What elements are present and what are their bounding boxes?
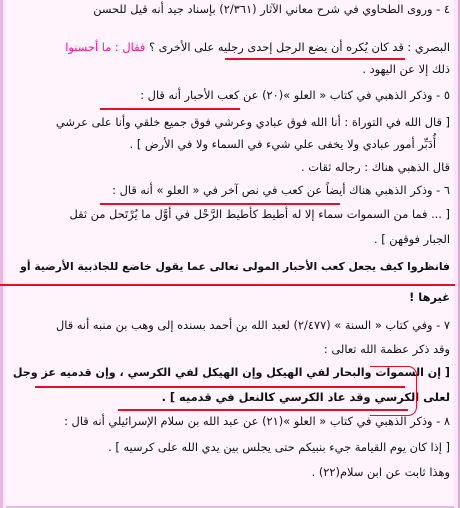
text-page xyxy=(6,0,454,508)
text-line-3: ذلك إلا عن اليهود . xyxy=(362,62,450,76)
text-line-16: لعلى الكرسي وقد عاد الكرسي كالنعل في قدميه ] . xyxy=(161,390,450,404)
text-line-14: وقد ذكر عظمة الله تعالى : xyxy=(323,342,450,356)
underline-line-4 xyxy=(100,108,240,110)
text-line-2 xyxy=(65,40,450,54)
text-line-1: ٤ - وروى الطحاوي في شرح معاني الآثار (٢/٣٦١) بإسناد جيد أنه قيل للحسن xyxy=(93,2,450,16)
text-line-11: فانظروا كيف يجعل كعب الأحبار المولى تعالى عما يقول خاضع للجاذبية الأرضية أو xyxy=(20,260,450,273)
text-line-2-main: البصري : قد كان يُكره أن يضع الرجل إحدى رجليه على الأخرى ؟ xyxy=(145,40,450,54)
text-line-18: [ إذا كان يوم القيامة جيء بنبيكم حتى يجلس بين يدي الله على كرسيه ] . xyxy=(108,440,450,454)
text-line-12: غيرها ! xyxy=(409,290,450,304)
text-line-13: ٧ - وفي كتاب « السنة » (٢/٤٧٧) لعبد الله بن أحمد بسنده إلى وهب بن منبه أنه قال xyxy=(56,318,450,332)
underline-line-15 xyxy=(35,386,405,388)
text-line-19: وهذا ثابت عن ابن سلام(٢٢) . xyxy=(311,465,450,479)
text-line-8: ٦ - وذكر الذهبي هناك أيضاً عن كعب في نص آخر في « العلو » أنه قال : xyxy=(112,183,450,197)
text-line-15: [ إن السموات والبحار لفي الهيكل وإن الهيكل لفي الكرسي ، وإن قدميه عز وجل xyxy=(12,366,450,379)
underline-line-16 xyxy=(118,409,408,411)
text-line-4: ٥ - وذكر الذهبي في كتاب « العلو »(٢٠) عن كعب الأحبار أنه قال : xyxy=(140,88,450,102)
underline-line-8 xyxy=(100,203,340,205)
underline-line-11 xyxy=(0,284,455,286)
annotation-bracket xyxy=(370,366,417,416)
text-line-2-emphasis: فقال : ما أحسنوا xyxy=(65,40,146,54)
underline-line-2 xyxy=(225,58,405,60)
left-margin-strip xyxy=(0,0,3,508)
text-line-17: ٨ - وذكر الذهبي في كتاب « العلو »(٢١) عن عبد الله بن سلام الإسرائيلي أنه قال : xyxy=(64,414,450,428)
text-line-9: [ ... فما من السموات سماء إلا له أطيط كأطيط الرَّحْل في أوَّل ما يُرْتَحل من ثقل xyxy=(69,207,450,221)
text-line-7: قال الذهبي هناك : رجاله ثقات . xyxy=(301,160,450,174)
text-line-5: [ قال الله في التوراة : أنا الله فوق عبادي وعرشي فوق جميع خلقي وأنا على عرشي xyxy=(55,115,450,129)
text-line-10: الجبار فوقهن ] . xyxy=(373,232,450,246)
text-line-6: أُدَبِّر أمور عبادي ولا يخفى علي شيء في السماء ولا في الأرض ] . xyxy=(129,137,436,151)
